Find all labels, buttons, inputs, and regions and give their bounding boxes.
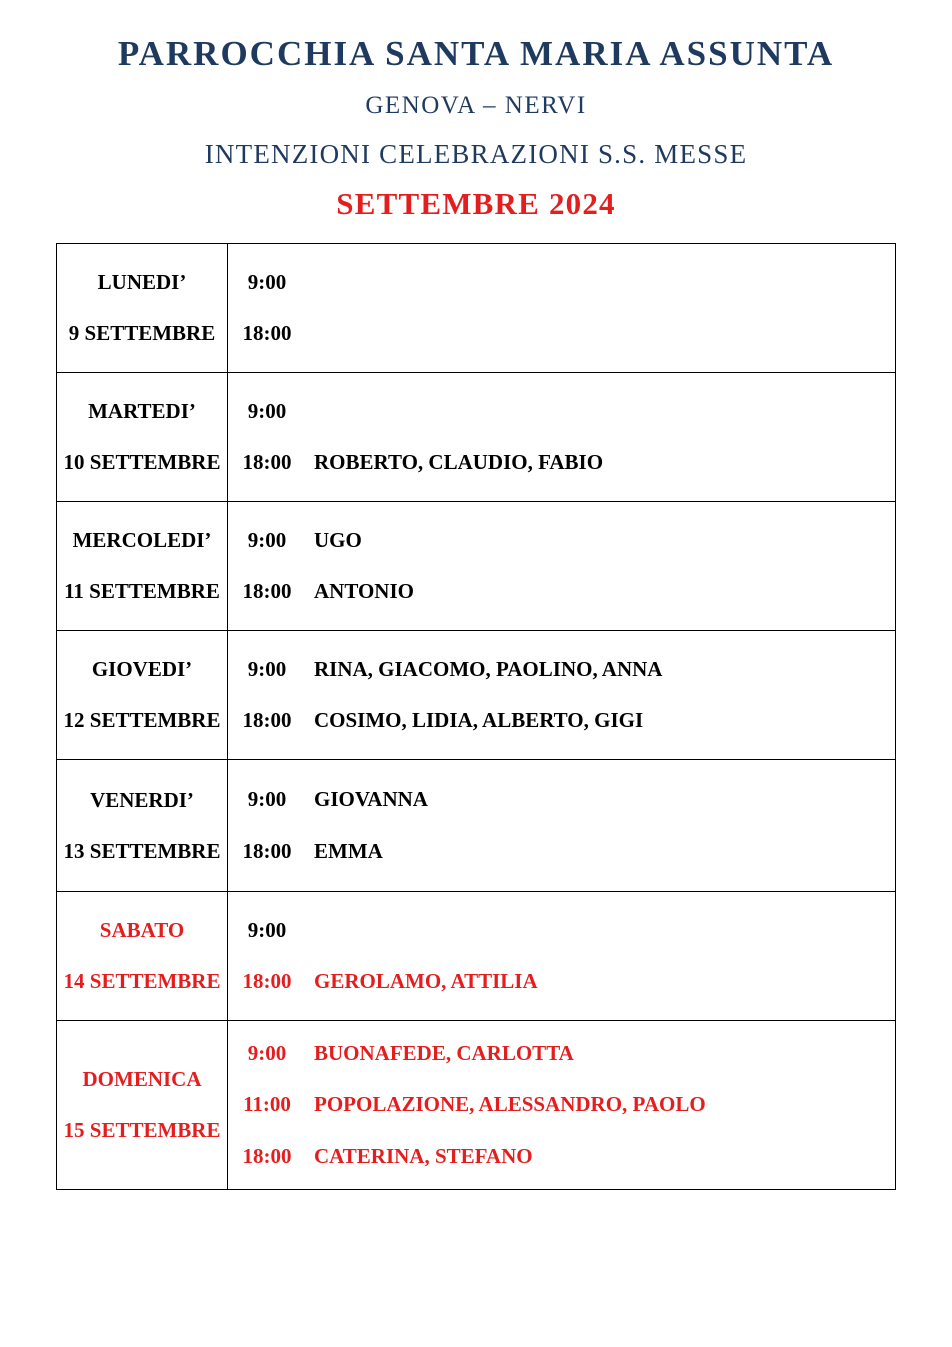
day-cell xyxy=(57,502,228,631)
mass-entry xyxy=(228,257,895,309)
mass-time: 9:00 xyxy=(247,398,287,423)
mass-cell xyxy=(228,631,896,760)
mass-cell xyxy=(228,892,896,1021)
date-label: 14 SETTEMBRE xyxy=(63,969,221,993)
mass-time: 18:00 xyxy=(242,1143,292,1168)
day-cell xyxy=(57,244,228,373)
mass-cell xyxy=(228,373,896,502)
mass-intentions: CATERINA, STEFANO xyxy=(314,1143,533,1168)
mass-intentions xyxy=(306,257,314,309)
day-cell xyxy=(57,892,228,1021)
mass-intentions: ROBERTO, CLAUDIO, FABIO xyxy=(314,450,604,474)
mass-time: 18:00 xyxy=(242,969,292,993)
mass-entry xyxy=(228,386,895,438)
mass-intentions: UGO xyxy=(314,527,362,552)
mass-intentions xyxy=(306,386,314,438)
mass-time: 9:00 xyxy=(247,269,287,294)
mass-time: 9:00 xyxy=(247,527,287,552)
day-row-thursday xyxy=(57,631,896,760)
mass-time: 11:00 xyxy=(243,1092,291,1117)
mass-time: 9:00 xyxy=(247,917,287,942)
mass-cell xyxy=(228,760,896,892)
month-heading: SETTEMBRE 2024 xyxy=(336,186,616,221)
mass-entry xyxy=(228,774,895,826)
date-label: 9 SETTEMBRE xyxy=(68,321,216,345)
date-label: 13 SETTEMBRE xyxy=(63,838,221,863)
mass-intentions: COSIMO, LIDIA, ALBERTO, GIGI xyxy=(314,708,644,732)
mass-schedule-table xyxy=(56,243,896,1190)
mass-cell xyxy=(228,1021,896,1190)
mass-intentions: ANTONIO xyxy=(314,579,414,603)
mass-entry xyxy=(228,1131,895,1183)
day-cell xyxy=(57,760,228,892)
mass-intentions xyxy=(306,308,314,360)
mass-intentions: RINA, GIACOMO, PAOLINO, ANNA xyxy=(314,656,663,681)
weekday-label: SABATO xyxy=(99,918,185,942)
mass-time: 18:00 xyxy=(242,838,292,863)
mass-time: 18:00 xyxy=(242,579,292,603)
mass-entry xyxy=(228,308,895,360)
location-subtitle: GENOVA – NERVI xyxy=(365,92,587,119)
mass-time: 18:00 xyxy=(242,708,292,732)
day-row-friday xyxy=(57,760,896,892)
mass-intentions: POPOLAZIONE, ALESSANDRO, PAOLO xyxy=(314,1092,706,1117)
mass-cell xyxy=(228,502,896,631)
day-row-saturday xyxy=(57,892,896,1021)
weekday-label: GIOVEDI’ xyxy=(91,657,193,681)
date-label: 12 SETTEMBRE xyxy=(63,708,221,732)
mass-entry xyxy=(228,826,895,878)
mass-intentions: BUONAFEDE, CARLOTTA xyxy=(314,1040,574,1065)
weekday-label: VENERDI’ xyxy=(90,787,194,812)
mass-entry xyxy=(228,437,895,489)
mass-entry xyxy=(228,515,895,567)
day-cell xyxy=(57,373,228,502)
mass-time: 18:00 xyxy=(242,321,292,345)
day-row-tuesday xyxy=(57,373,896,502)
mass-cell xyxy=(228,244,896,373)
day-cell xyxy=(57,1021,228,1190)
mass-entry xyxy=(228,905,895,957)
day-row-monday xyxy=(57,244,896,373)
day-cell xyxy=(57,631,228,760)
mass-time: 18:00 xyxy=(242,450,292,474)
parish-title: PARROCCHIA SANTA MARIA ASSUNTA xyxy=(117,34,835,73)
day-row-wednesday xyxy=(57,502,896,631)
document-heading: INTENZIONI CELEBRAZIONI S.S. MESSE xyxy=(204,139,748,169)
day-row-sunday xyxy=(57,1021,896,1190)
date-label: 10 SETTEMBRE xyxy=(63,450,221,474)
date-label: 11 SETTEMBRE xyxy=(64,579,220,603)
mass-intentions xyxy=(306,905,314,957)
mass-time: 9:00 xyxy=(247,787,287,811)
weekday-label: DOMENICA xyxy=(82,1067,202,1091)
weekday-label: LUNEDI’ xyxy=(97,270,187,294)
date-label: 15 SETTEMBRE xyxy=(63,1118,221,1142)
mass-time: 9:00 xyxy=(247,1040,287,1065)
mass-entry xyxy=(228,1079,895,1131)
weekday-label: MARTEDI’ xyxy=(88,399,196,423)
mass-entry xyxy=(228,695,895,747)
mass-intentions: GIOVANNA xyxy=(314,787,428,811)
mass-intentions: EMMA xyxy=(314,838,383,863)
mass-entry xyxy=(228,644,895,696)
mass-intentions: GEROLAMO, ATTILIA xyxy=(314,969,538,993)
mass-entry xyxy=(228,956,895,1008)
mass-entry xyxy=(228,566,895,618)
weekday-label: MERCOLEDI’ xyxy=(72,528,212,552)
mass-entry xyxy=(228,1028,895,1080)
mass-time: 9:00 xyxy=(247,656,287,681)
